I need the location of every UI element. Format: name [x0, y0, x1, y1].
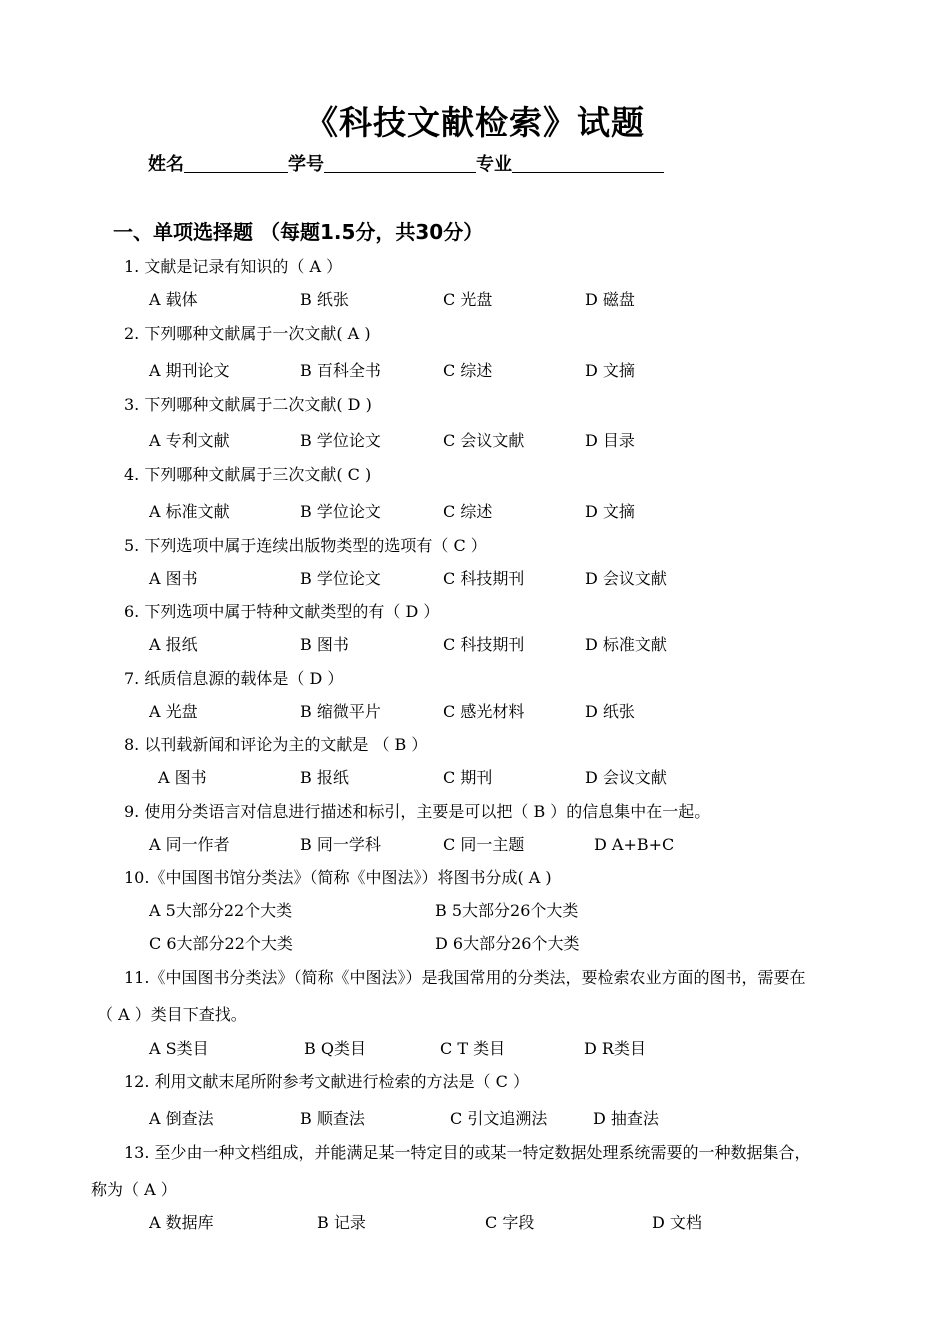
option-d: D 会议文献: [585, 569, 667, 588]
question-stem-continued: 称为（ A ）: [91, 1180, 177, 1199]
option-a: A 光盘: [149, 702, 198, 721]
option-d: D 会议文献: [585, 768, 667, 787]
question-stem: 2. 下列哪种文献属于一次文献( A ): [124, 324, 371, 343]
option-c: C 同一主题: [443, 835, 525, 854]
option-b: B 同一学科: [300, 835, 381, 854]
option-c: C 会议文献: [443, 431, 525, 450]
page-title: 《科技文献检索》试题: [305, 103, 645, 142]
option-d: D 文摘: [585, 361, 635, 380]
major-blank[interactable]: [512, 154, 664, 173]
option-c: C 科技期刊: [443, 635, 525, 654]
student-info-fields: [148, 150, 664, 176]
id-label: 学号: [288, 154, 324, 175]
option-a: A 5大部分22个大类: [149, 901, 293, 920]
option-b: B 百科全书: [300, 361, 381, 380]
option-a: A 图书: [149, 569, 198, 588]
option-a: A S类目: [149, 1039, 209, 1058]
name-blank[interactable]: [184, 154, 288, 173]
option-a: A 期刊论文: [149, 361, 230, 380]
option-a: A 数据库: [149, 1213, 214, 1232]
id-blank[interactable]: [324, 154, 476, 173]
option-c: C 6大部分22个大类: [149, 934, 293, 953]
option-c: C 综述: [443, 502, 493, 521]
question-stem: 1. 文献是记录有知识的（ A ）: [124, 257, 343, 276]
option-b: B 学位论文: [300, 502, 381, 521]
option-a: A 倒查法: [149, 1109, 214, 1128]
option-c: C 综述: [443, 361, 493, 380]
option-d: D R类目: [584, 1039, 646, 1058]
option-b: B 5大部分26个大类: [435, 901, 579, 920]
question-stem: 6. 下列选项中属于特种文献类型的有（ D ）: [124, 602, 440, 621]
option-c: C 期刊: [443, 768, 493, 787]
option-b: B 学位论文: [300, 569, 381, 588]
option-d: D A+B+C: [594, 835, 675, 854]
option-b: B 缩微平片: [300, 702, 381, 721]
option-c: C 引文追溯法: [450, 1109, 548, 1128]
question-stem: 10.《中国图书馆分类法》（简称《中图法》）将图书分成( A ): [124, 868, 552, 887]
option-b: B 报纸: [300, 768, 349, 787]
section-title: 一、单项选择题 （每题1.5分，共30分）: [113, 220, 484, 244]
question-stem: 11.《中国图书分类法》（简称《中图法》）是我国常用的分类法，要检索农业方面的图书，需要在: [124, 968, 806, 987]
major-label: 专业: [476, 154, 512, 175]
option-d: D 标准文献: [585, 635, 667, 654]
question-stem-continued: （ A ）类目下查找。: [97, 1005, 247, 1024]
option-d: D 纸张: [585, 702, 635, 721]
option-b: B 顺查法: [300, 1109, 365, 1128]
option-a: A 标准文献: [149, 502, 230, 521]
option-a: A 报纸: [149, 635, 198, 654]
option-c: C 字段: [485, 1213, 535, 1232]
option-d: D 文摘: [585, 502, 635, 521]
question-stem: 13. 至少由一种文档组成，并能满足某一特定目的或某一特定数据处理系统需要的一种数据集合，: [124, 1143, 811, 1162]
name-label: 姓名: [148, 154, 184, 175]
question-stem: 8. 以刊载新闻和评论为主的文献是 （ B ）: [124, 735, 428, 754]
option-a: A 载体: [149, 290, 198, 309]
option-d: D 文档: [652, 1213, 702, 1232]
option-d: D 6大部分26个大类: [435, 934, 580, 953]
option-d: D 抽查法: [593, 1109, 659, 1128]
option-b: B 记录: [317, 1213, 366, 1232]
question-stem: 12. 利用文献末尾所附参考文献进行检索的方法是（ C ）: [124, 1072, 529, 1091]
option-b: B 图书: [300, 635, 349, 654]
option-d: D 目录: [585, 431, 635, 450]
option-c: C T 类目: [440, 1039, 506, 1058]
option-a: A 专利文献: [149, 431, 230, 450]
option-c: C 科技期刊: [443, 569, 525, 588]
question-stem: 4. 下列哪种文献属于三次文献( C ): [124, 465, 372, 484]
question-stem: 3. 下列哪种文献属于二次文献( D ): [124, 395, 372, 414]
question-stem: 7. 纸质信息源的载体是（ D ）: [124, 669, 344, 688]
option-b: B 纸张: [300, 290, 349, 309]
option-c: C 感光材料: [443, 702, 525, 721]
option-c: C 光盘: [443, 290, 493, 309]
question-stem: 9. 使用分类语言对信息进行描述和标引，主要是可以把（ B ）的信息集中在一起。: [124, 802, 711, 821]
option-b: B Q类目: [304, 1039, 366, 1058]
option-d: D 磁盘: [585, 290, 635, 309]
question-stem: 5. 下列选项中属于连续出版物类型的选项有（ C ）: [124, 536, 487, 555]
option-b: B 学位论文: [300, 431, 381, 450]
option-a: A 图书: [158, 768, 207, 787]
option-a: A 同一作者: [149, 835, 230, 854]
